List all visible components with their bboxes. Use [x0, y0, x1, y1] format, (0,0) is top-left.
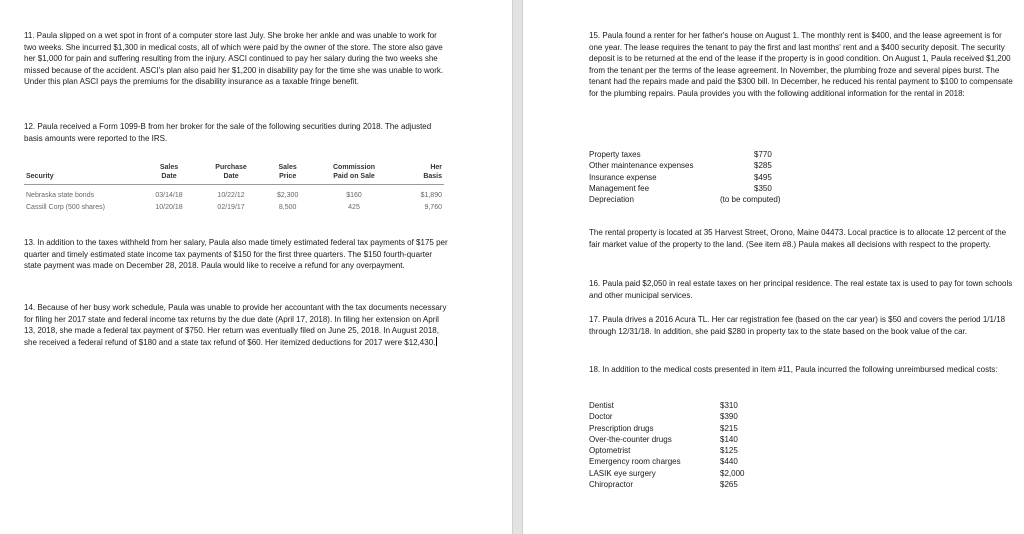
item-17-paragraph: 17. Paula drives a 2016 Acura TL. Her car registration fee (based on the car year) is $50 and covers the period 1/1/18 through 12/31/18. In addition, she paid $280 in property tax to the state based on the book value of the car.	[589, 315, 1006, 336]
cell-basis: $1,890	[420, 192, 442, 199]
medical-cost-value: $440	[720, 457, 738, 467]
item-13-paragraph: 13. In addition to the taxes withheld from her salary, Paula also made timely estimated federal tax payments of $175 per quarter and timely estimated state income tax payments of $150 for the first three quarters. The $150 fourth-quarter state payment was made on December 28, 2018. Paula would like to receive a refund for any overpayment.	[24, 238, 448, 271]
header-basis: Her Basis	[423, 164, 442, 180]
medical-cost-label: Emergency room charges	[589, 457, 681, 467]
list-item	[589, 149, 849, 160]
header-sales-price: Sales Price	[278, 164, 297, 180]
header-commission: Commission Paid on Sale	[333, 164, 376, 180]
cell-basis: 9,760	[424, 204, 442, 211]
item-14-paragraph[interactable]: 14. Because of her busy work schedule, Paula was unable to provide her accountant with the tax documents necessary for filing her 2017 state and federal income tax returns by the due date (April 17, 2018). In filing her extension on April 13, 2018, she made a federal tax payment of $750. Her return was eventually filed on June 25, 2018. In August 2018, she received a federal refund of $180 and a state tax refund of $60. Her itemized deductions for 2017 were $12,430.	[24, 303, 447, 347]
securities-table-header	[24, 163, 444, 185]
medical-cost-label: Prescription drugs	[589, 423, 654, 433]
text-cursor	[436, 337, 437, 346]
medical-cost-value: $215	[720, 423, 738, 433]
expense-label: Management fee	[589, 183, 650, 193]
cell-purchase-date: 10/22/12	[217, 192, 245, 199]
medical-cost-value: $125	[720, 446, 738, 456]
medical-cost-label: Dentist	[589, 401, 614, 410]
list-item	[589, 411, 829, 422]
cell-security: Cassill Corp (500 shares)	[26, 204, 105, 211]
expense-label: Insurance expense	[589, 172, 657, 182]
expense-value: (to be computed)	[720, 195, 781, 205]
expense-value: $770	[754, 150, 772, 159]
rental-note-paragraph: The rental property is located at 35 Harvest Street, Orono, Maine 04473. Local practice is to allocate 12 percent of the fair market value of the property to the land. (See item #8.) Paula makes all decisions with respect to the property.	[589, 228, 1007, 249]
list-item	[589, 468, 829, 479]
item-15-paragraph: 15. Paula found a renter for her father's house on August 1. The monthly rent is $400, and the lease agreement is for one year. The lease requires the tenant to pay the first and last months' rent and a $400 security deposit. The security deposit is to be returned at the end of the lease if the property is in good condition. On August 1, Paula received $1,200 from the tenant per the terms of the lease agreement. In November, the plumbing froze and several pipes burst. The tenant had the repairs made and paid the $300 bill. In December, he reduced his rental payment to $100 to compensate for the plumbing repairs. Paula provides you with the following additional information for the rental in 2018:	[589, 31, 1013, 98]
list-item	[589, 183, 849, 194]
expense-label: Property taxes	[589, 150, 641, 159]
item-11-paragraph: 11. Paula slipped on a wet spot in front of a computer store last July. She broke her ankle and was unable to work for two weeks. She incurred $1,300 in medical costs, all of which were paid by the owner of the store. The store also gave her $1,000 for pain and suffering resulting from the injury. ASCI continued to pay her salary during the two weeks she missed because of the accident. ASCI's plan also paid her $1,200 in disability pay for the time she was unable to work. Under this plan ASCI pays the premiums for the disability insurance as a taxable fringe benefit.	[24, 31, 444, 87]
medical-cost-value: $2,000	[720, 468, 745, 478]
document-page-right	[523, 0, 1024, 534]
list-item	[589, 434, 829, 445]
expense-label: Depreciation	[589, 195, 634, 205]
expense-label: Other maintenance expenses	[589, 161, 694, 171]
medical-cost-label: Chiropractor	[589, 480, 634, 490]
list-item	[589, 445, 829, 456]
medical-cost-value: $390	[720, 412, 738, 422]
item-12-paragraph: 12. Paula received a Form 1099-B from her broker for the sale of the following securities during 2018. The adjusted basis amounts were reported to the IRS.	[24, 122, 432, 143]
medical-cost-label: LASIK eye surgery	[589, 468, 656, 478]
page-divider	[512, 0, 523, 534]
expense-value: $350	[754, 183, 772, 193]
item-18-paragraph: 18. In addition to the medical costs presented in item #11, Paula incurred the following unreimbursed medical costs:	[589, 365, 998, 374]
list-item	[589, 160, 849, 171]
list-item	[589, 456, 829, 467]
medical-cost-value: $265	[720, 480, 738, 490]
medical-cost-label: Over-the-counter drugs	[589, 434, 672, 444]
list-item	[589, 172, 849, 183]
list-item	[589, 423, 829, 434]
cell-purchase-date: 02/19/17	[217, 204, 245, 211]
header-security: Security	[26, 173, 54, 180]
cell-commission: 425	[348, 204, 360, 211]
medical-costs-list	[589, 400, 829, 490]
expense-value: $495	[754, 172, 772, 182]
rental-expenses-list	[589, 149, 849, 205]
list-item	[589, 400, 829, 411]
list-item	[589, 194, 849, 205]
cell-commission: $160	[346, 192, 362, 199]
medical-cost-value: $310	[720, 401, 738, 410]
medical-cost-label: Optometrist	[589, 446, 631, 456]
cell-sales-date: 10/20/18	[155, 204, 183, 211]
table-row	[24, 201, 444, 213]
header-sales-date: Sales Date	[159, 164, 179, 180]
cell-sales-price: $2,300	[276, 192, 299, 199]
cell-security: Nebraska state bonds	[26, 192, 95, 199]
medical-cost-value: $140	[720, 434, 738, 444]
table-row	[24, 185, 444, 202]
list-item	[589, 479, 829, 490]
cell-sales-price: 8,500	[278, 204, 297, 211]
medical-cost-label: Doctor	[589, 412, 613, 422]
expense-value: $285	[754, 161, 772, 171]
item-16-paragraph: 16. Paula paid $2,050 in real estate taxes on her principal residence. The real estate tax is used to pay for town schools and other municipal services.	[589, 279, 1013, 300]
securities-table	[24, 163, 444, 213]
cell-sales-date: 03/14/18	[155, 192, 183, 199]
header-purchase-date: Purchase Date	[215, 164, 247, 180]
